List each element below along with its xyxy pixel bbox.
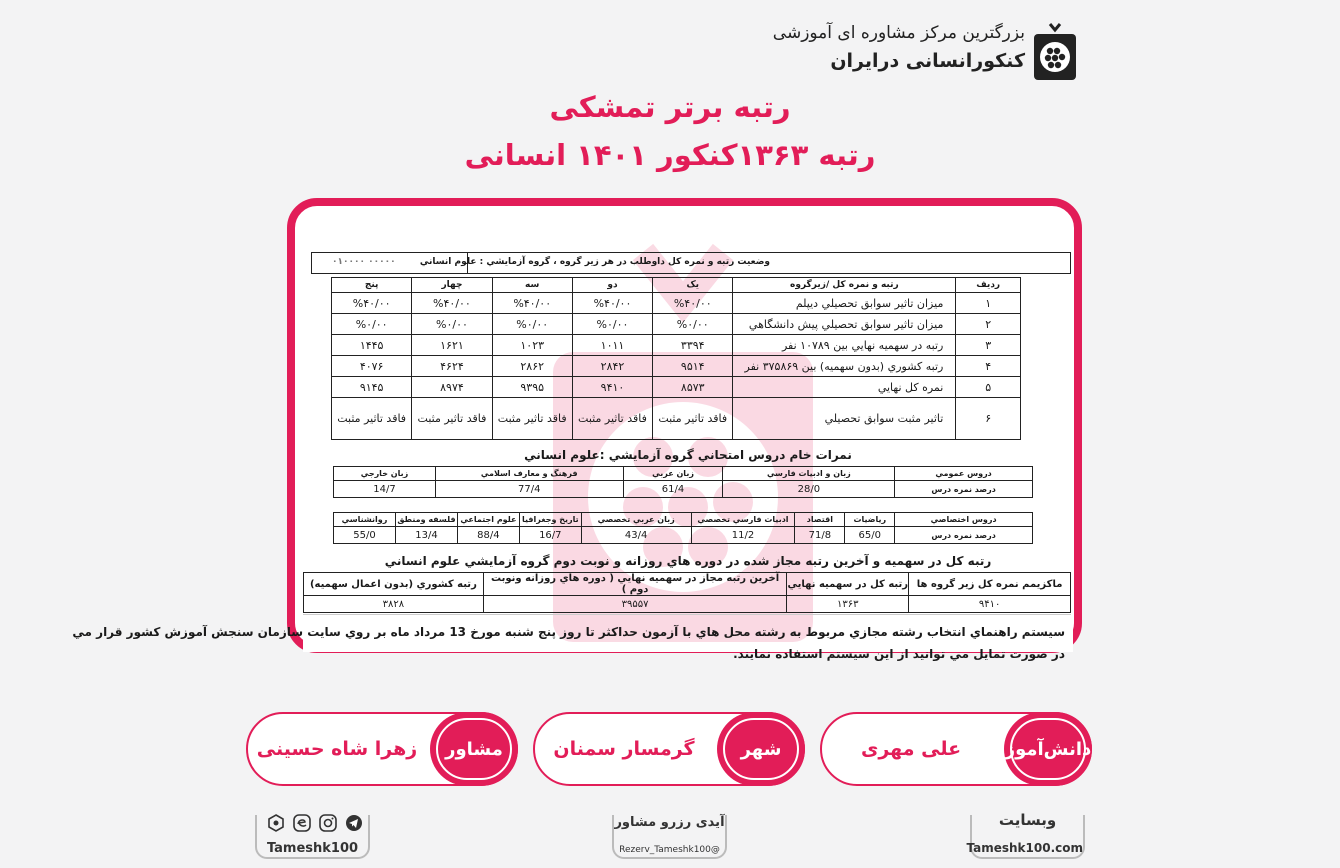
- table-row: [332, 314, 1021, 335]
- table-row: [332, 293, 1021, 314]
- table-cell: ۱۰۱۱: [572, 335, 652, 356]
- special-courses-label: دروس اختصاصي: [895, 513, 1033, 527]
- table-cell: 61/4: [623, 481, 723, 498]
- table-cell: %۰/۰۰: [492, 314, 572, 335]
- advisor-badge: [430, 712, 518, 786]
- reserve-id[interactable]: @Rezerv_Tameshk100: [619, 845, 720, 855]
- rank-table: [331, 277, 1021, 440]
- table-cell: 71/8: [795, 527, 845, 544]
- table-cell: ۱۶۲۱: [412, 335, 492, 356]
- table-row: [332, 377, 1021, 398]
- table-cell: ۹۳۹۵: [492, 377, 572, 398]
- special-courses-table: [333, 512, 1033, 544]
- table-header-cell: روانشناسي: [334, 513, 396, 527]
- table-header-cell: زبان و ادبيات فارسي: [723, 467, 895, 481]
- table-cell: 14/7: [334, 481, 436, 498]
- brand-line-2: کنکورانسانی درایران: [830, 50, 1025, 72]
- city-name: گرمسار سمنان: [553, 738, 695, 760]
- report-caption-bar: [311, 252, 1071, 274]
- report-caption: وضعيت رتبه و نمره کل داوطلب در هر زير گروه ، گروه آزمايشي : علوم انساني: [419, 257, 770, 267]
- row-label: درصد نمره درس: [895, 481, 1033, 498]
- report-document: [72, 222, 1073, 661]
- table-header-cell: دو: [572, 278, 652, 293]
- table-cell: %۴۰/۰۰: [653, 293, 733, 314]
- table-row: [332, 356, 1021, 377]
- row-number: ۳: [956, 335, 1021, 356]
- table-header-cell: چهار: [412, 278, 492, 293]
- table-header-cell: رتبه و نمره کل /زيرگروه: [733, 278, 956, 293]
- social-box[interactable]: [255, 815, 370, 859]
- advisor-pill: [246, 712, 518, 786]
- city-pill: [533, 712, 805, 786]
- reserve-box[interactable]: [612, 815, 727, 859]
- notice-text: [72, 614, 1071, 664]
- table-cell: ۴۶۲۴: [412, 356, 492, 377]
- row-number: ۴: [956, 356, 1021, 377]
- table-cell: 55/0: [334, 527, 396, 544]
- advisor-label: مشاور: [445, 738, 503, 760]
- table-cell: 88/4: [457, 527, 519, 544]
- table-header-cell: رتبه کشوري (بدون اعمال سهميه): [304, 573, 484, 596]
- website-url[interactable]: Tameshk100.com: [966, 841, 1083, 855]
- table-row: [334, 481, 1033, 498]
- candidate-id: ۰۰۰۰۰ ۰۱۰۰۰۰: [332, 257, 396, 267]
- hex-network-icon[interactable]: [266, 813, 286, 833]
- row-number: ۵: [956, 377, 1021, 398]
- table-cell: 28/0: [723, 481, 895, 498]
- row-description: نمره کل نهايي: [733, 377, 956, 398]
- table-header-cell: زبان عربي: [623, 467, 723, 481]
- table-cell: %۴۰/۰۰: [492, 293, 572, 314]
- table-cell: ۹۵۱۴: [653, 356, 733, 377]
- table-cell: ۲۸۶۲: [492, 356, 572, 377]
- table-row: [334, 513, 1033, 527]
- table-cell: ۳۸۲۸: [304, 596, 484, 613]
- table-cell: 11/2: [691, 527, 795, 544]
- row-description: تاثير مثبت سوابق تحصيلي: [733, 398, 956, 440]
- telegram-icon[interactable]: [344, 813, 364, 833]
- row-description: رتبه در سهميه نهايي بين ۱۰۷۸۹ نفر: [733, 335, 956, 356]
- student-pill: [820, 712, 1092, 786]
- table-cell: ۱۰۲۳: [492, 335, 572, 356]
- table-header-cell: رياضيات: [845, 513, 895, 527]
- raw-scores-title: نمرات خام دروس امتحاني گروه آزمايشي :علوم انساني: [524, 448, 852, 462]
- table-cell: ۳۳۹۴: [653, 335, 733, 356]
- table-cell: ۹۴۱۰: [909, 596, 1071, 613]
- table-cell: فاقد تاثير مثبت: [492, 398, 572, 440]
- table-header-cell: فلسفه ومنطق: [396, 513, 458, 527]
- report-card: [72, 198, 1082, 661]
- table-header-cell: زبان خارجي: [334, 467, 436, 481]
- general-courses-table: [333, 466, 1033, 498]
- reserve-label: آیدی رزرو مشاور: [614, 815, 725, 830]
- table-header-cell: يک: [653, 278, 733, 293]
- page-subtitle: رتبه ۱۳۶۳کنکور ۱۴۰۱ انسانی: [464, 138, 876, 172]
- table-row: [332, 335, 1021, 356]
- social-icons: [265, 813, 365, 835]
- table-row: [332, 398, 1021, 440]
- student-label: دانش‌آموز: [1004, 738, 1092, 760]
- table-cell: 65/0: [845, 527, 895, 544]
- table-header-cell: سه: [492, 278, 572, 293]
- table-row: [304, 573, 1071, 596]
- table-header-cell: اقتصاد: [795, 513, 845, 527]
- row-description: ميزان تاثير سوابق تحصيلي ديپلم: [733, 293, 956, 314]
- page-title: رتبه برتر تمشکی: [549, 90, 791, 124]
- advisor-name: زهرا شاه حسینی: [256, 738, 418, 760]
- instagram-icon[interactable]: [318, 813, 338, 833]
- table-header-cell: رتبه کل در سهميه نهايي: [787, 573, 909, 596]
- general-courses-label: دروس عمومي: [895, 467, 1033, 481]
- brand-text: [705, 22, 1025, 78]
- table-cell: ۲۸۴۲: [572, 356, 652, 377]
- row-number: ۲: [956, 314, 1021, 335]
- website-label: وبسایت: [998, 811, 1057, 829]
- table-header-cell: زبان عربي تخصصي: [581, 513, 691, 527]
- table-header-cell: فرهنگ و معارف اسلامي: [435, 467, 623, 481]
- table-cell: %۰/۰۰: [332, 314, 412, 335]
- final-rank-title: رتبه کل در سهميه و آخرين رتبه مجاز شده در دوره هاي روزانه و نوبت دوم گروه آزمايشي علوم انساني: [384, 554, 992, 568]
- table-cell: فاقد تاثير مثبت: [332, 398, 412, 440]
- notice-line-1: سيستم راهنماي انتخاب رشته مجازي مربوط به رشته محل هاي با آزمون حداکثر تا روز پنج شنبه مورخ 13 مرداد ماه بر روي سايت سازمان سنجش آموزش کشور قرار مي: [72, 625, 1065, 639]
- table-header-cell: آخرين رتبه مجاز در سهميه نهايي ( دوره هاي روزانه ونوبت دوم ): [483, 573, 787, 596]
- table-header-cell: ادبيات فارسي تخصصي: [691, 513, 795, 527]
- table-cell: ۸۹۷۴: [412, 377, 492, 398]
- table-cell: ۱۳۶۳: [787, 596, 909, 613]
- website-box[interactable]: [966, 811, 1085, 859]
- row-description: رتبه کشوري (بدون سهميه) بين ۳۷۵۸۶۹ نفر: [733, 356, 956, 377]
- row-label: درصد نمره درس: [895, 527, 1033, 544]
- table-cell: ۳۹۵۵۷: [483, 596, 787, 613]
- row-number: ۱: [956, 293, 1021, 314]
- table-cell: %۰/۰۰: [572, 314, 652, 335]
- row-number: ۶: [956, 398, 1021, 440]
- table-cell: ۹۱۴۵: [332, 377, 412, 398]
- table-header-cell: رديف: [956, 278, 1021, 293]
- social-handle[interactable]: Tameshk100: [266, 841, 359, 856]
- student-badge: [1004, 712, 1092, 786]
- table-cell: %۴۰/۰۰: [412, 293, 492, 314]
- table-cell: 77/4: [435, 481, 623, 498]
- brand-line-1: بزرگترین مرکز مشاوره ای آموزشی: [772, 23, 1025, 43]
- table-cell: ۹۴۱۰: [572, 377, 652, 398]
- table-cell: 13/4: [396, 527, 458, 544]
- table-header-cell: علوم اجتماعي: [457, 513, 519, 527]
- table-cell: %۴۰/۰۰: [332, 293, 412, 314]
- table-cell: ۸۵۷۳: [653, 377, 733, 398]
- table-row: [334, 467, 1033, 481]
- table-header-cell: تاريخ وجغرافيا: [519, 513, 581, 527]
- table-header-cell: پنج: [332, 278, 412, 293]
- table-cell: %۰/۰۰: [653, 314, 733, 335]
- student-name: علی مهری: [860, 738, 962, 760]
- table-cell: ۱۴۴۵: [332, 335, 412, 356]
- tameshk-logo-icon: [1030, 20, 1080, 84]
- notice-line-2: در صورت تمايل مي توانيد از اين سيستم استفاده نمايند.: [733, 647, 1065, 661]
- row-description: ميزان تاثير سوابق تحصيلي پيش دانشگاهي: [733, 314, 956, 335]
- table-row: [304, 596, 1071, 613]
- table-cell: فاقد تاثير مثبت: [653, 398, 733, 440]
- table-cell: ۴۰۷۶: [332, 356, 412, 377]
- city-label: شهر: [740, 738, 782, 760]
- table-cell: 43/4: [581, 527, 691, 544]
- table-cell: %۴۰/۰۰: [572, 293, 652, 314]
- table-cell: فاقد تاثير مثبت: [412, 398, 492, 440]
- eitaa-icon[interactable]: [292, 813, 312, 833]
- final-rank-table: [303, 572, 1071, 613]
- rank-table-header: [332, 278, 1021, 293]
- table-row: [334, 527, 1033, 544]
- table-cell: 16/7: [519, 527, 581, 544]
- city-badge: [717, 712, 805, 786]
- table-cell: %۰/۰۰: [412, 314, 492, 335]
- table-cell: فاقد تاثير مثبت: [572, 398, 652, 440]
- table-header-cell: ماکزيمم نمره کل زير گروه ها: [909, 573, 1071, 596]
